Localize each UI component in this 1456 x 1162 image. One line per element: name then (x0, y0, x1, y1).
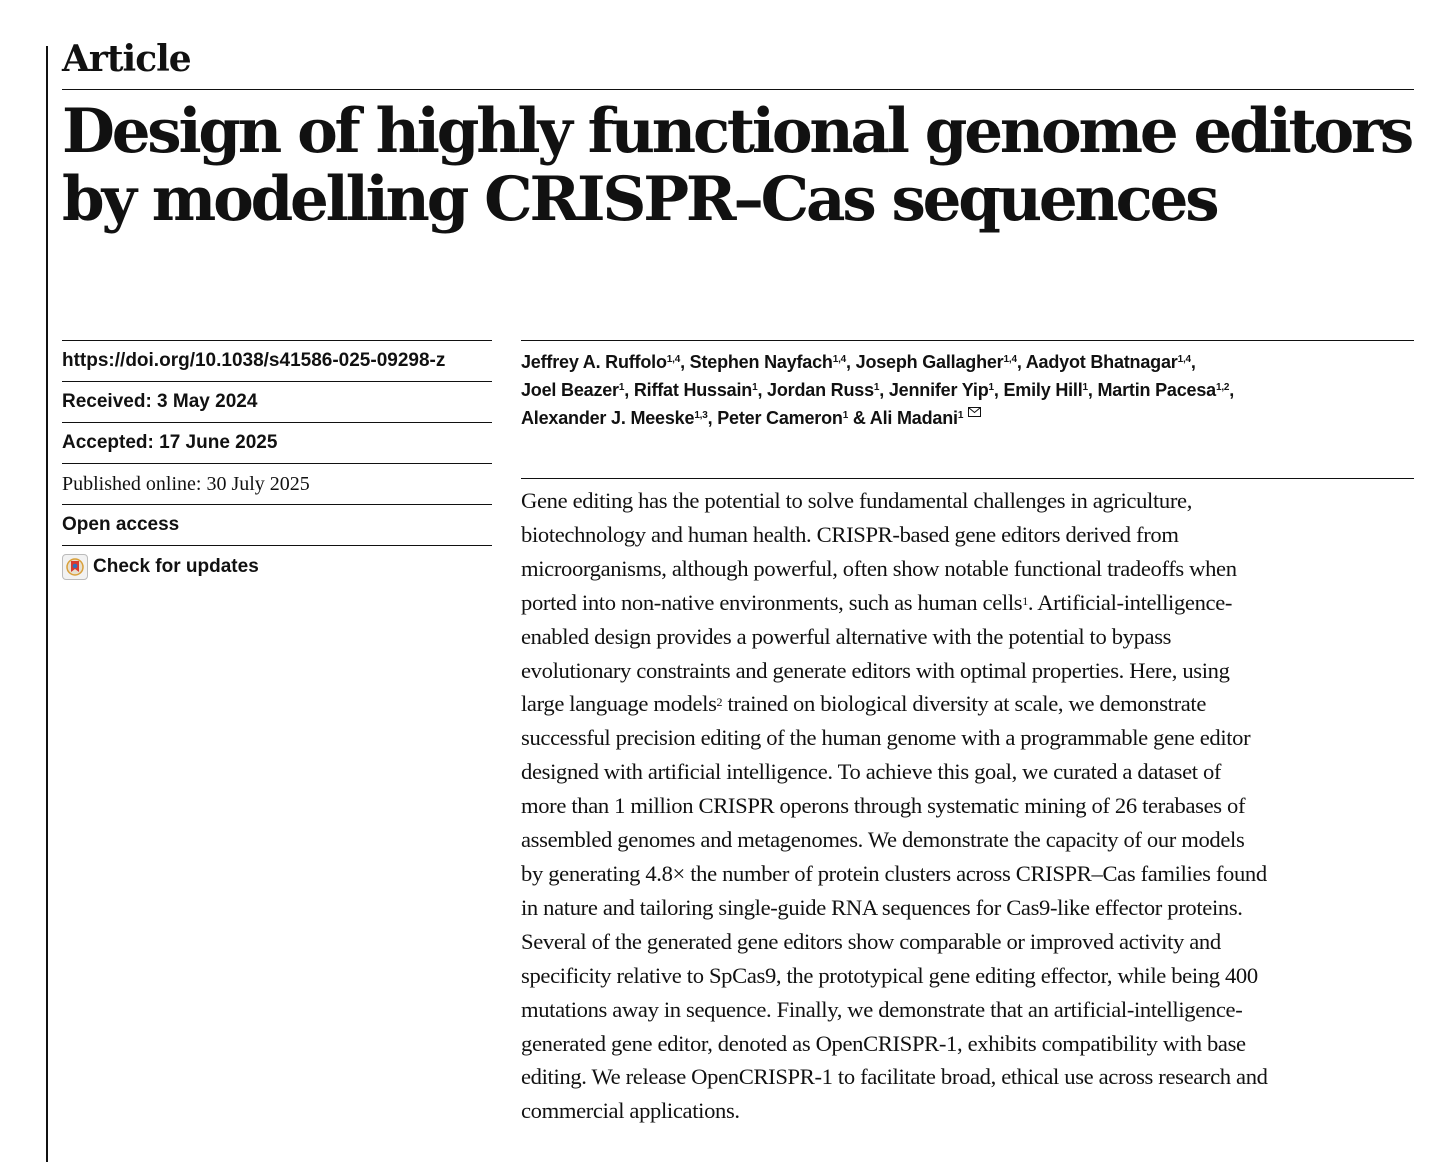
abstract-line (521, 959, 1421, 993)
abstract-text: ported into non-native environments, such as human cells (521, 589, 1023, 615)
title-line: Design of highly functional genome editors (62, 96, 1412, 167)
abstract-line (521, 993, 1421, 1027)
author-affiliation: 1 (752, 382, 758, 393)
author-name[interactable]: Emily Hill (1003, 380, 1083, 400)
author-separator: , (624, 380, 634, 400)
abstract-text: more than 1 million CRISPR operons through systematic mining of 26 terabases of (521, 793, 1246, 819)
author-affiliation: 1,4 (1177, 354, 1191, 365)
abstract-text: specificity relative to SpCas9, the prototypical gene editing effector, while being 400 (521, 962, 1258, 988)
author-name[interactable]: Jeffrey A. Ruffolo (521, 352, 667, 372)
abstract-text: Several of the generated gene editors show comparable or improved activity and (521, 928, 1221, 954)
abstract-text: in nature and tailoring single-guide RNA sequences for Cas9-like effector proteins. (521, 894, 1243, 920)
check-for-updates-button[interactable] (62, 546, 492, 587)
left-margin-rule (46, 46, 48, 1162)
abstract-line (521, 654, 1421, 688)
author-affiliation: 1,4 (832, 354, 847, 365)
abstract-line (521, 721, 1421, 755)
abstract-text: editing. We release OpenCRISPR-1 to facilitate broad, ethical use across research and (521, 1064, 1268, 1090)
abstract-text: microorganisms, although powerful, often show notable functional tradeoffs when (521, 555, 1237, 581)
author-affiliation: 1 (957, 410, 964, 421)
author-name[interactable]: Peter Cameron (717, 408, 843, 428)
abstract (521, 484, 1421, 1128)
abstract-line (521, 1060, 1421, 1094)
abstract-text: mutations away in sequence. Finally, we demonstrate that an artificial-intelligence- (521, 996, 1243, 1022)
abstract-text: biotechnology and human health. CRISPR-based gene editors derived from (521, 521, 1179, 547)
author-separator: , (680, 352, 690, 372)
abstract-text: Gene editing has the potential to solve fundamental challenges in agriculture, (521, 488, 1192, 513)
abstract-line (521, 552, 1421, 586)
author-separator: , (1190, 352, 1196, 372)
author-affiliation: 1 (618, 382, 625, 393)
abstract-line (521, 484, 1421, 518)
author-affiliation: 1,4 (666, 354, 681, 365)
abstract-line (521, 1027, 1421, 1061)
title-line: by modelling CRISPR–Cas sequences (62, 164, 1217, 235)
author-affiliation: 1 (842, 410, 849, 421)
abstract-text: commercial applications. (521, 1098, 740, 1124)
author-affiliation: 1 (873, 382, 880, 393)
header-rule (62, 89, 1414, 90)
published-date: Published online: 30 July 2025 (62, 464, 492, 505)
abstract-text: designed with artificial intelligence. To achieve this goal, we curated a dataset of (521, 759, 1222, 785)
author-affiliation: 1 (1082, 382, 1088, 393)
author-line (521, 404, 1414, 432)
author-name[interactable]: Alexander J. Meeske (521, 408, 695, 428)
author-name[interactable]: Joel Beazer (521, 380, 619, 400)
author-name[interactable]: Jennifer Yip (888, 380, 989, 400)
author-name[interactable]: Ali Madani (869, 408, 958, 428)
abstract-text: enabled design provides a powerful alternative with the potential to bypass (521, 623, 1172, 649)
article-metadata (62, 340, 492, 587)
author-line (521, 376, 1414, 404)
author-separator: , (1016, 352, 1026, 372)
authors-rule (521, 340, 1414, 341)
doi-link[interactable]: https://doi.org/10.1038/s41586-025-09298-z (62, 341, 492, 382)
abstract-line (521, 891, 1421, 925)
author-separator: , (1087, 380, 1098, 400)
author-separator: , (707, 408, 718, 428)
author-name[interactable]: Joseph Gallagher (855, 352, 1004, 372)
author-list (521, 348, 1414, 432)
author-separator: , (879, 380, 889, 400)
abstract-line (521, 687, 1421, 721)
author-separator: , (846, 352, 856, 372)
author-separator: , (993, 380, 1004, 400)
abstract-line (521, 857, 1421, 891)
abstract-rule (521, 478, 1414, 479)
abstract-text: assembled genomes and metagenomes. We demonstrate the capacity of our models (521, 827, 1245, 853)
author-name[interactable]: Martin Pacesa (1097, 380, 1216, 400)
author-separator: & (848, 408, 870, 428)
author-name[interactable]: Aadyot Bhatnagar (1025, 352, 1178, 372)
citation-ref[interactable]: 1 (1022, 593, 1028, 608)
article-title (62, 98, 1442, 234)
abstract-text: . Artificial-intelligence- (1027, 589, 1233, 615)
accepted-date: Accepted: 17 June 2025 (62, 423, 492, 464)
author-name[interactable]: Jordan Russ (767, 380, 874, 400)
abstract-line (521, 925, 1421, 959)
author-affiliation: 1,4 (1003, 354, 1017, 365)
abstract-text: by generating 4.8× the number of protein clusters across CRISPR–Cas families found (521, 860, 1267, 886)
check-for-updates-label: Check for updates (93, 555, 259, 577)
citation-ref[interactable]: 2 (716, 695, 723, 710)
open-access-label: Open access (62, 505, 492, 546)
author-affiliation: 1,3 (694, 410, 708, 421)
abstract-line (521, 789, 1421, 823)
abstract-line (521, 518, 1421, 552)
abstract-text: trained on biological diversity at scale, we demonstrate (722, 691, 1207, 717)
author-line (521, 348, 1414, 376)
author-separator: , (757, 380, 768, 400)
abstract-text: successful precision editing of the human genome with a programmable gene editor (521, 725, 1251, 751)
author-name[interactable]: Stephen Nayfach (689, 352, 833, 372)
author-affiliation: 1 (988, 382, 994, 393)
author-affiliation: 1,2 (1215, 382, 1230, 393)
abstract-line (521, 620, 1421, 654)
abstract-text: evolutionary constraints and generate editors with optimal properties. Here, using (521, 657, 1230, 683)
article-type-label: Article (62, 38, 191, 80)
abstract-text: generated gene editor, denoted as OpenCRISPR-1, exhibits compatibility with base (521, 1030, 1246, 1056)
received-date: Received: 3 May 2024 (62, 382, 492, 423)
abstract-line (521, 586, 1421, 620)
envelope-icon[interactable] (968, 408, 981, 428)
abstract-line (521, 755, 1421, 789)
abstract-line (521, 823, 1421, 857)
abstract-line (521, 1094, 1421, 1128)
abstract-text: large language models (521, 691, 717, 717)
author-name[interactable]: Riffat Hussain (633, 380, 753, 400)
author-separator: , (1229, 380, 1235, 400)
check-for-updates-icon (62, 554, 88, 580)
